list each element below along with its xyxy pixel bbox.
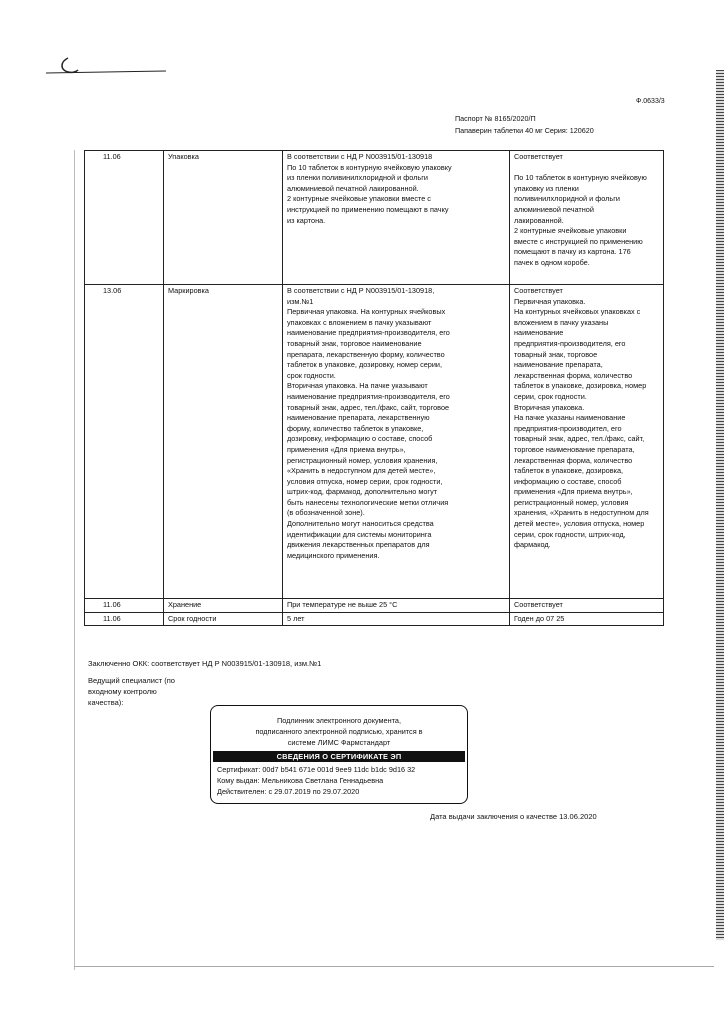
table-row — [85, 285, 664, 599]
row-number: 11.06 — [85, 151, 164, 285]
row-parameter: Упаковка — [164, 151, 283, 285]
certificate-number: Сертификат: 00d7 b541 671e 001d 9ee9 11dc b1dc 9d16 32 — [217, 765, 416, 774]
table-row — [85, 612, 664, 626]
stamp-intro: Подлинник электронного документа, подписанного электронной подписью, хранится в системе ЛИМС Фармстандарт — [255, 716, 423, 747]
row-result: Соответствует — [510, 599, 664, 613]
row-result: Годен до 07 25 — [510, 612, 664, 626]
document-header — [455, 113, 594, 137]
stamp-title-bar: СВЕДЕНИЯ О СЕРТИФИКАТЕ ЭП — [213, 751, 465, 762]
issue-date: Дата выдачи заключения о качестве 13.06.2020 — [430, 812, 597, 821]
row-number: 11.06 — [85, 599, 164, 613]
row-parameter: Хранение — [164, 599, 283, 613]
product-series: Папаверин таблетки 40 мг Серия: 120620 — [455, 126, 594, 135]
specialist-label: Ведущий специалист (по входному контролю качества): — [88, 676, 175, 707]
table-row — [85, 599, 664, 613]
form-code: Ф.0633/3 — [636, 98, 665, 105]
page-edge-bottom — [74, 966, 714, 967]
row-requirement: В соответствии с НД Р N003915/01-130918 По 10 таблеток в контурную ячейковую упаковку из пленки поливинилхлоридной и фольги алюминиевой печатной лакированной. 2 контурные ячейковые упаковки вместе с инструкцией по применению помещают в пачку из картона. — [283, 151, 510, 285]
row-requirement: В соответствии с НД Р N003915/01-130918, изм.№1 Первичная упаковка. На контурных ячейковых упаковках с вложением в пачку указывают наименование предприятия-производителя, его товарный знак, торговое наименование препарата, лекарственную форму, количество таблеток в упаковке, дозировку, номер серии, срок годности. Вторичная упаковка. На пачке указывают наименование предприятия-производителя, его товарный знак, адрес, тел./факс, сайт, торговое наименование препарата, лекарственную форму, количество таблеток в упаковке, дозировку, информацию о составе, способ применения «Для приема внутрь», регистрационный номер, условия хранения, «Хранить в недоступном для детей месте», условия отпуска, номер серии, срок годности, штрих-код, фармакод, дополнительно могут быть нанесены технологические метки отличия (в обозначенной зоне). Дополнительно могут наноситься средства идентификации для системы мониторинга движения лекарственных препаратов для медицинского применения. — [283, 285, 510, 599]
qc-conclusion: Заключенно ОКК: соответствует НД Р N003915/01-130918, изм.№1 — [88, 659, 322, 668]
row-result: Соответствует Первичная упаковка. На контурных ячейковых упаковках с вложением в пачку указаны наименование предприятия-производителя, его товарный знак, торговое наименование препарата, лекарственная форма, количество таблеток в упаковке, дозировка, номер серии, срок годности. Вторичная упаковка. На пачке указаны наименование предприятия-производител, его товарный знак, адрес, тел./факс, сайт, торговое наименование препарата, лекарственная форма, количество таблеток в упаковке, дозировка, информацию о составе, способ применения «Для приема внутрь», регистрационный номер, условия хранения, «Хранить в недоступном для детей месте», условия отпуска, номер серии, срок годности, штрих-код, фармакод. — [510, 285, 664, 599]
row-number: 11.06 — [85, 612, 164, 626]
row-parameter: Срок годности — [164, 612, 283, 626]
row-number: 13.06 — [85, 285, 164, 599]
row-requirement: 5 лет — [283, 612, 510, 626]
row-result: Соответствует По 10 таблеток в контурную ячейковую упаковку из пленки поливинилхлоридной и фольги алюминиевой печатной лакированной. 2 контурные ячейковые упаковки вместе с инструкцией по применению помещают в пачку из картона. 176 пачек в одном коробе. — [510, 151, 664, 285]
e-signature-stamp — [210, 705, 468, 804]
page-edge-left — [74, 150, 75, 970]
row-requirement: При температуре не выше 25 °С — [283, 599, 510, 613]
certificate-owner: Кому выдан: Мельникова Светлана Геннадьевна — [217, 776, 384, 785]
passport-number: Паспорт № 8165/2020/П — [455, 114, 536, 123]
row-parameter: Маркировка — [164, 285, 283, 599]
table-row — [85, 151, 664, 285]
specification-table — [84, 150, 664, 626]
handwritten-mark — [46, 52, 176, 80]
scan-edge-right — [716, 70, 724, 940]
certificate-validity: Действителен: с 29.07.2019 по 29.07.2020 — [217, 787, 360, 796]
